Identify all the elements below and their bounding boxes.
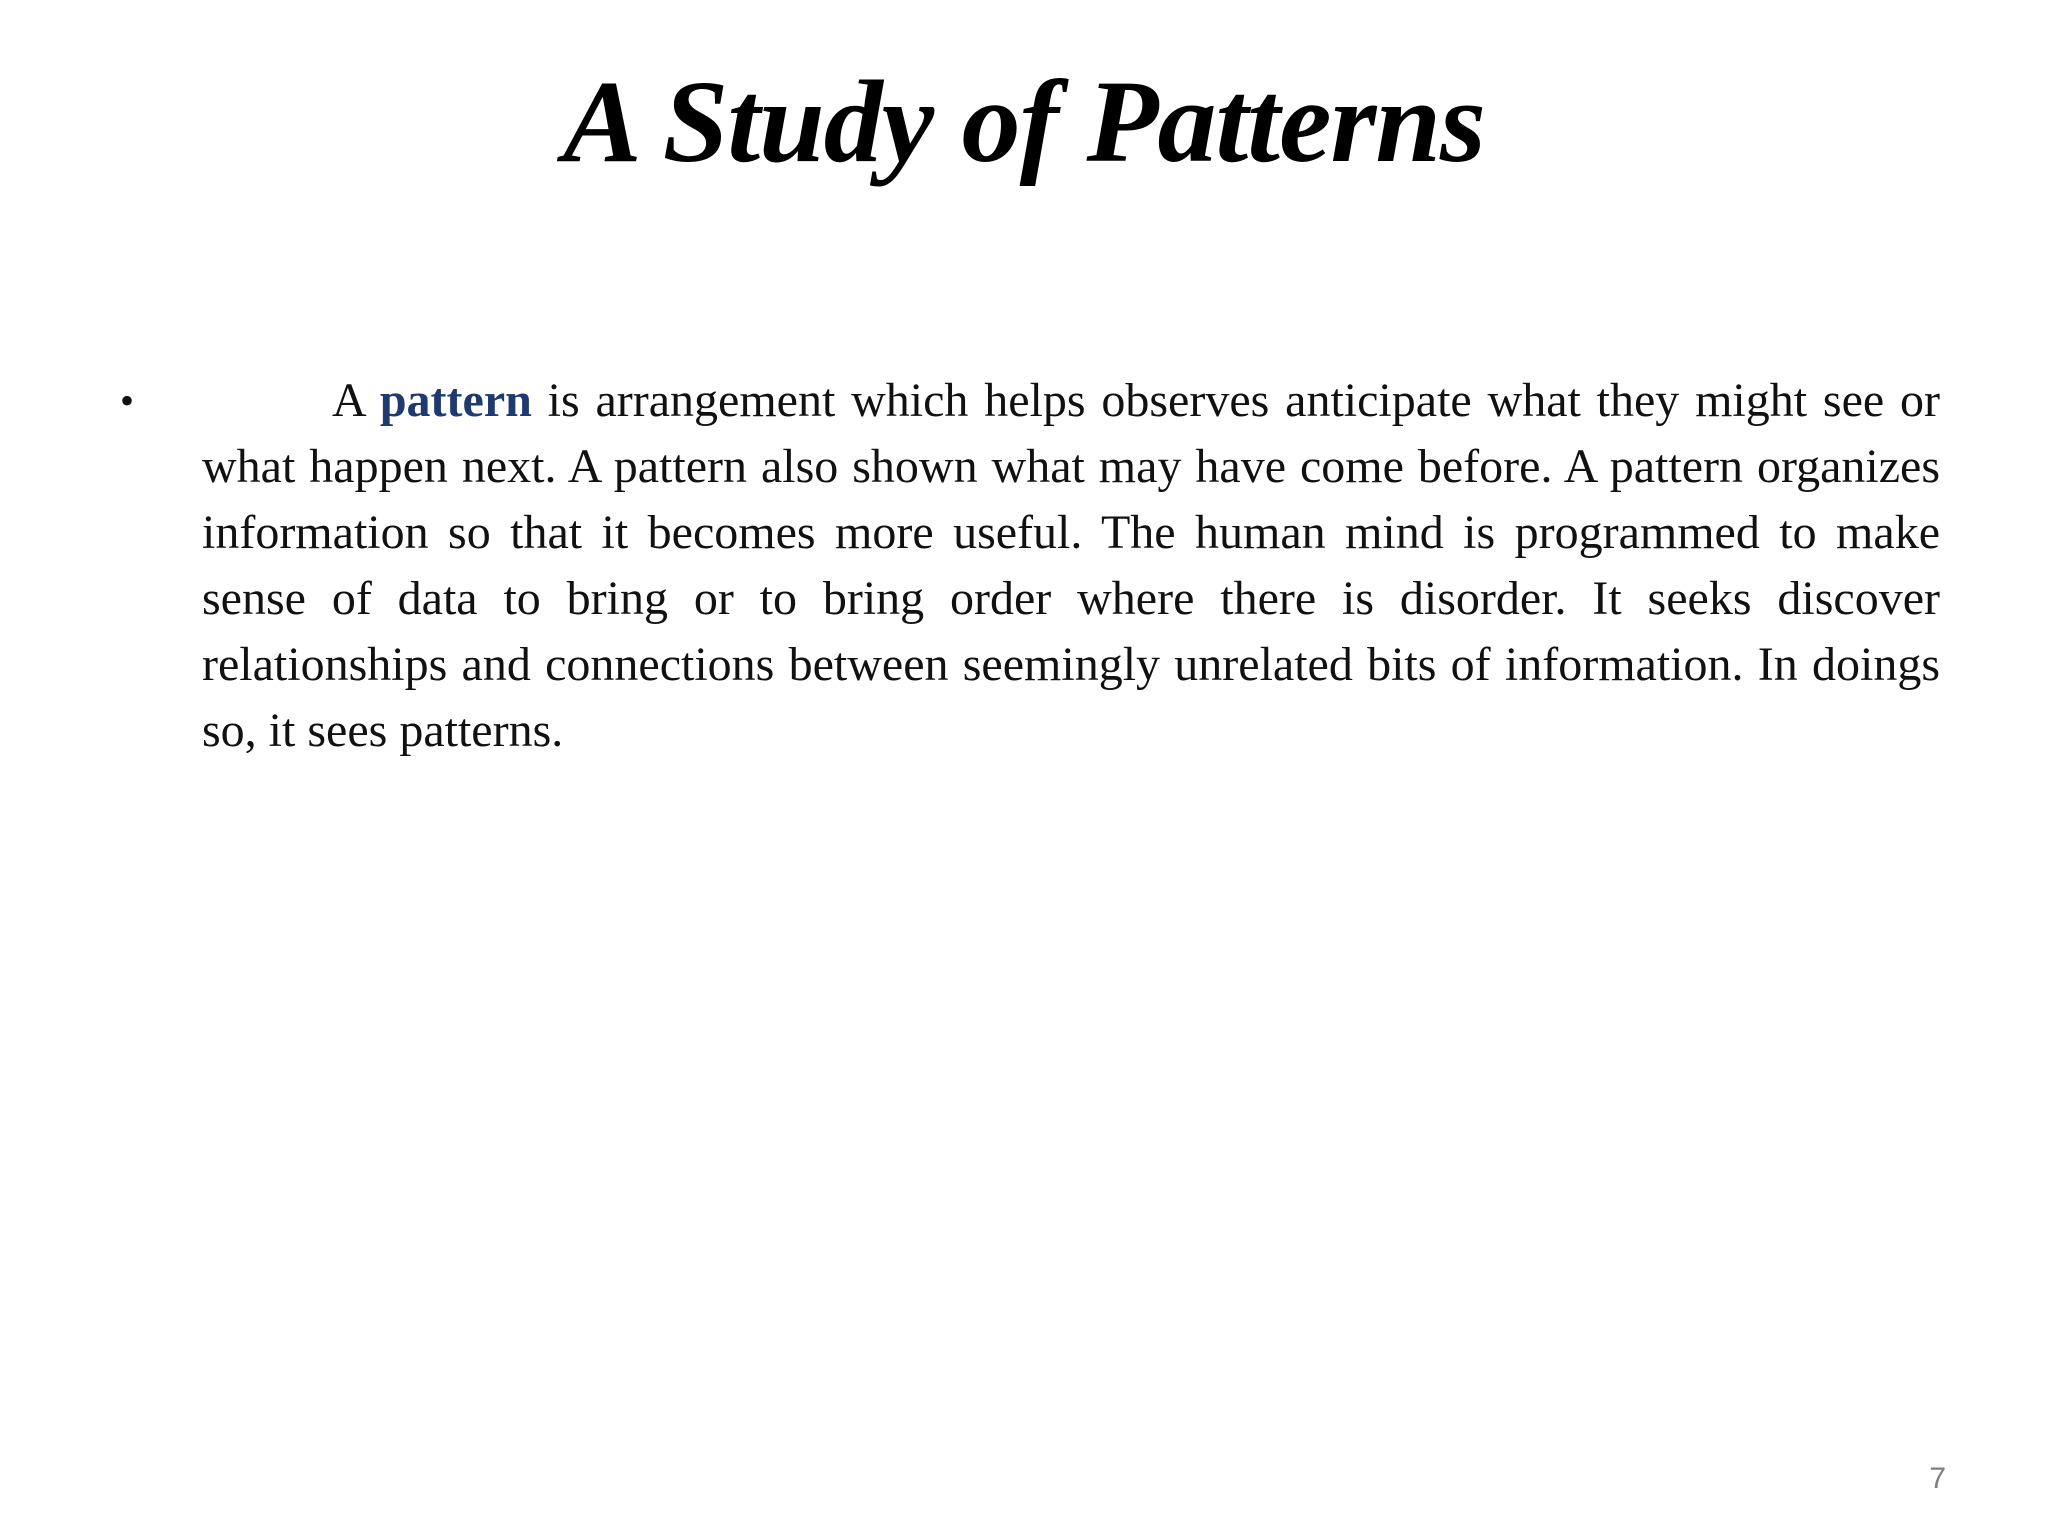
keyword-highlight: pattern bbox=[379, 374, 532, 427]
bullet-paragraph bbox=[202, 368, 1940, 764]
page-number: 7 bbox=[1929, 1462, 1946, 1495]
bullet-marker: • bbox=[120, 378, 135, 423]
bullet-lead: A bbox=[332, 374, 380, 427]
slide-title: A Study of Patterns bbox=[563, 56, 1485, 187]
bullet-body: is arrangement which helps observes anticipate what they might see or what happen next. A pattern also shown what may have come before. A pattern organizes information so that it becomes more useful. The human mind is programmed to make sense of data to bring or to bring order where there is disorder. It seeks discover relationships and connections between seemingly unrelated bits of information. In doings so, it sees patterns. bbox=[202, 374, 1941, 757]
